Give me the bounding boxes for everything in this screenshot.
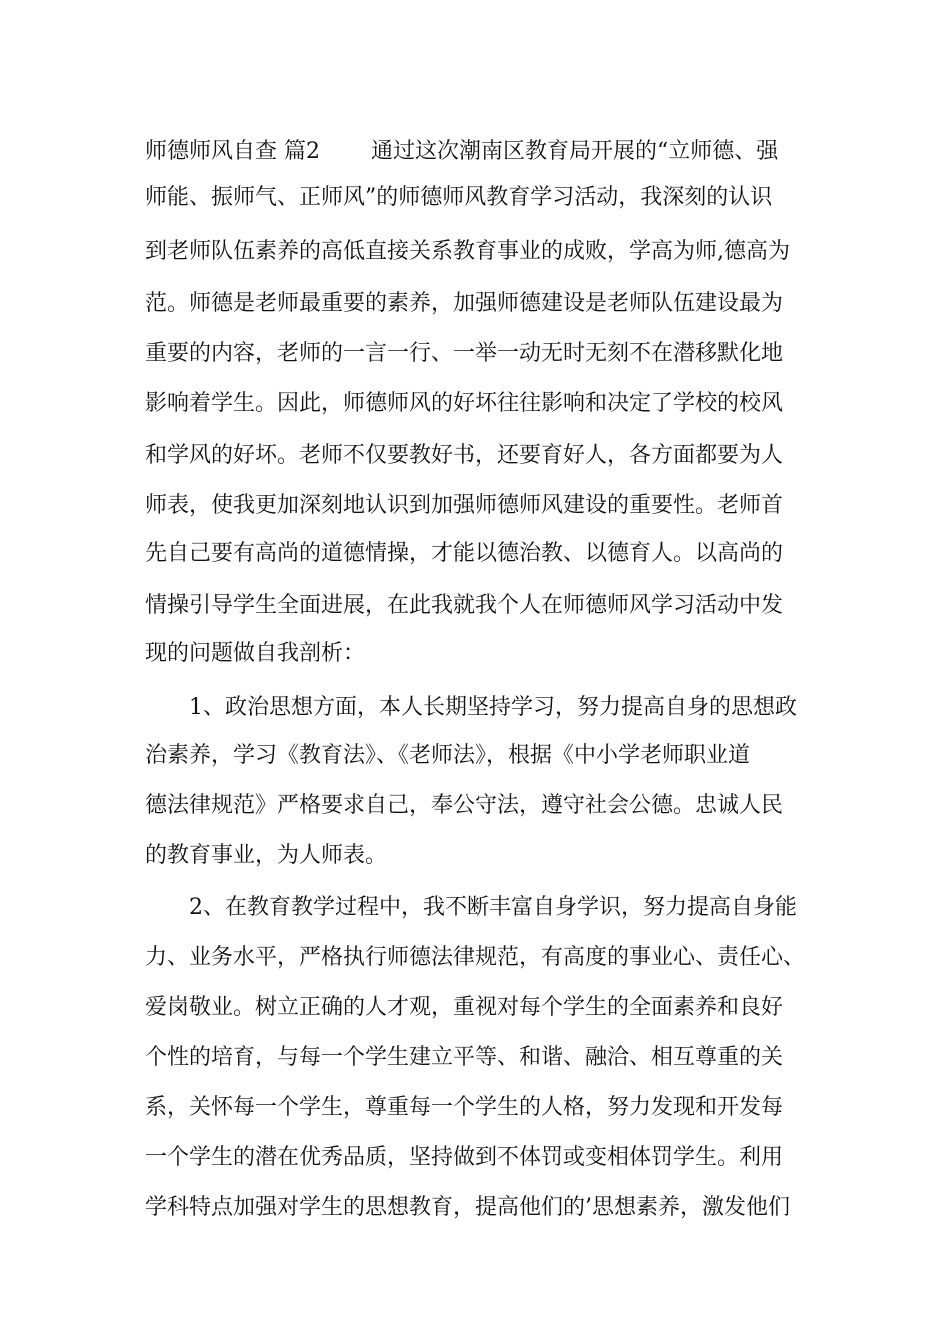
text-line: 爱岗敬业。树立正确的人才观，重视对每个学生的全面素养和良好 — [145, 995, 784, 1020]
text-line: 1、政治思想方面，本人长期坚持学习，努力提高自身的思想政 — [145, 695, 797, 720]
text-line: 先自己要有高尚的道德情操，才能以德治教、以德育人。以高尚的 — [145, 541, 784, 566]
text-line: 情操引导学生全面进展，在此我就我个人在师德师风学习活动中发 — [145, 593, 784, 618]
text-line: 影响着学生。因此，师德师风的好坏往往影响和决定了学校的校风 — [145, 391, 784, 416]
text-line: 治素养，学习《教育法》、《老师法》，根据《中小学老师职业道 — [145, 743, 751, 768]
text-line: 2、在教育教学过程中，我不断丰富自身学识，努力提高自身能 — [145, 895, 797, 920]
text-line: 到老师队伍素养的高低直接关系教育事业的成败，学高为师,德高为 — [145, 239, 790, 264]
text-line: 德法律规范》严格要求自己，奉公守法，遵守社会公德。忠诚人民 — [145, 793, 784, 818]
text-line: 学科特点加强对学生的思想教育，提高他们的’思想素养，激发他们 — [145, 1195, 790, 1220]
text-line: 范。师德是老师最重要的素养，加强师德建设是老师队伍建设最为 — [145, 291, 784, 316]
text-line: 师德师风自查 篇2 通过这次潮南区教育局开展的“立师德、强 — [145, 139, 779, 164]
text-line: 现的问题做自我剖析： — [145, 641, 366, 666]
text-line: 和学风的好坏。老师不仅要教好书，还要育好人，各方面都要为人 — [145, 443, 784, 468]
text-line: 师表，使我更加深刻地认识到加强师德师风建设的重要性。老师首 — [145, 493, 784, 518]
text-line: 的教育事业，为人师表。 — [145, 843, 388, 868]
text-line: 师能、振师气、正师风”的师德师风教育学习活动，我深刻的认识 — [145, 185, 773, 210]
text-line: 一个学生的潜在优秀品质，坚持做到不体罚或变相体罚学生。利用 — [145, 1145, 784, 1170]
text-line: 系，关怀每一个学生，尊重每一个学生的人格，努力发现和开发每 — [145, 1095, 784, 1120]
text-line: 力、业务水平，严格执行师德法律规范，有高度的事业心、责任心、 — [145, 945, 806, 970]
text-line: 重要的内容，老师的一言一行、一举一动无时无刻不在潜移默化地 — [145, 341, 784, 366]
text-line: 个性的培育，与每一个学生建立平等、和谐、融洽、相互尊重的关 — [145, 1045, 784, 1070]
